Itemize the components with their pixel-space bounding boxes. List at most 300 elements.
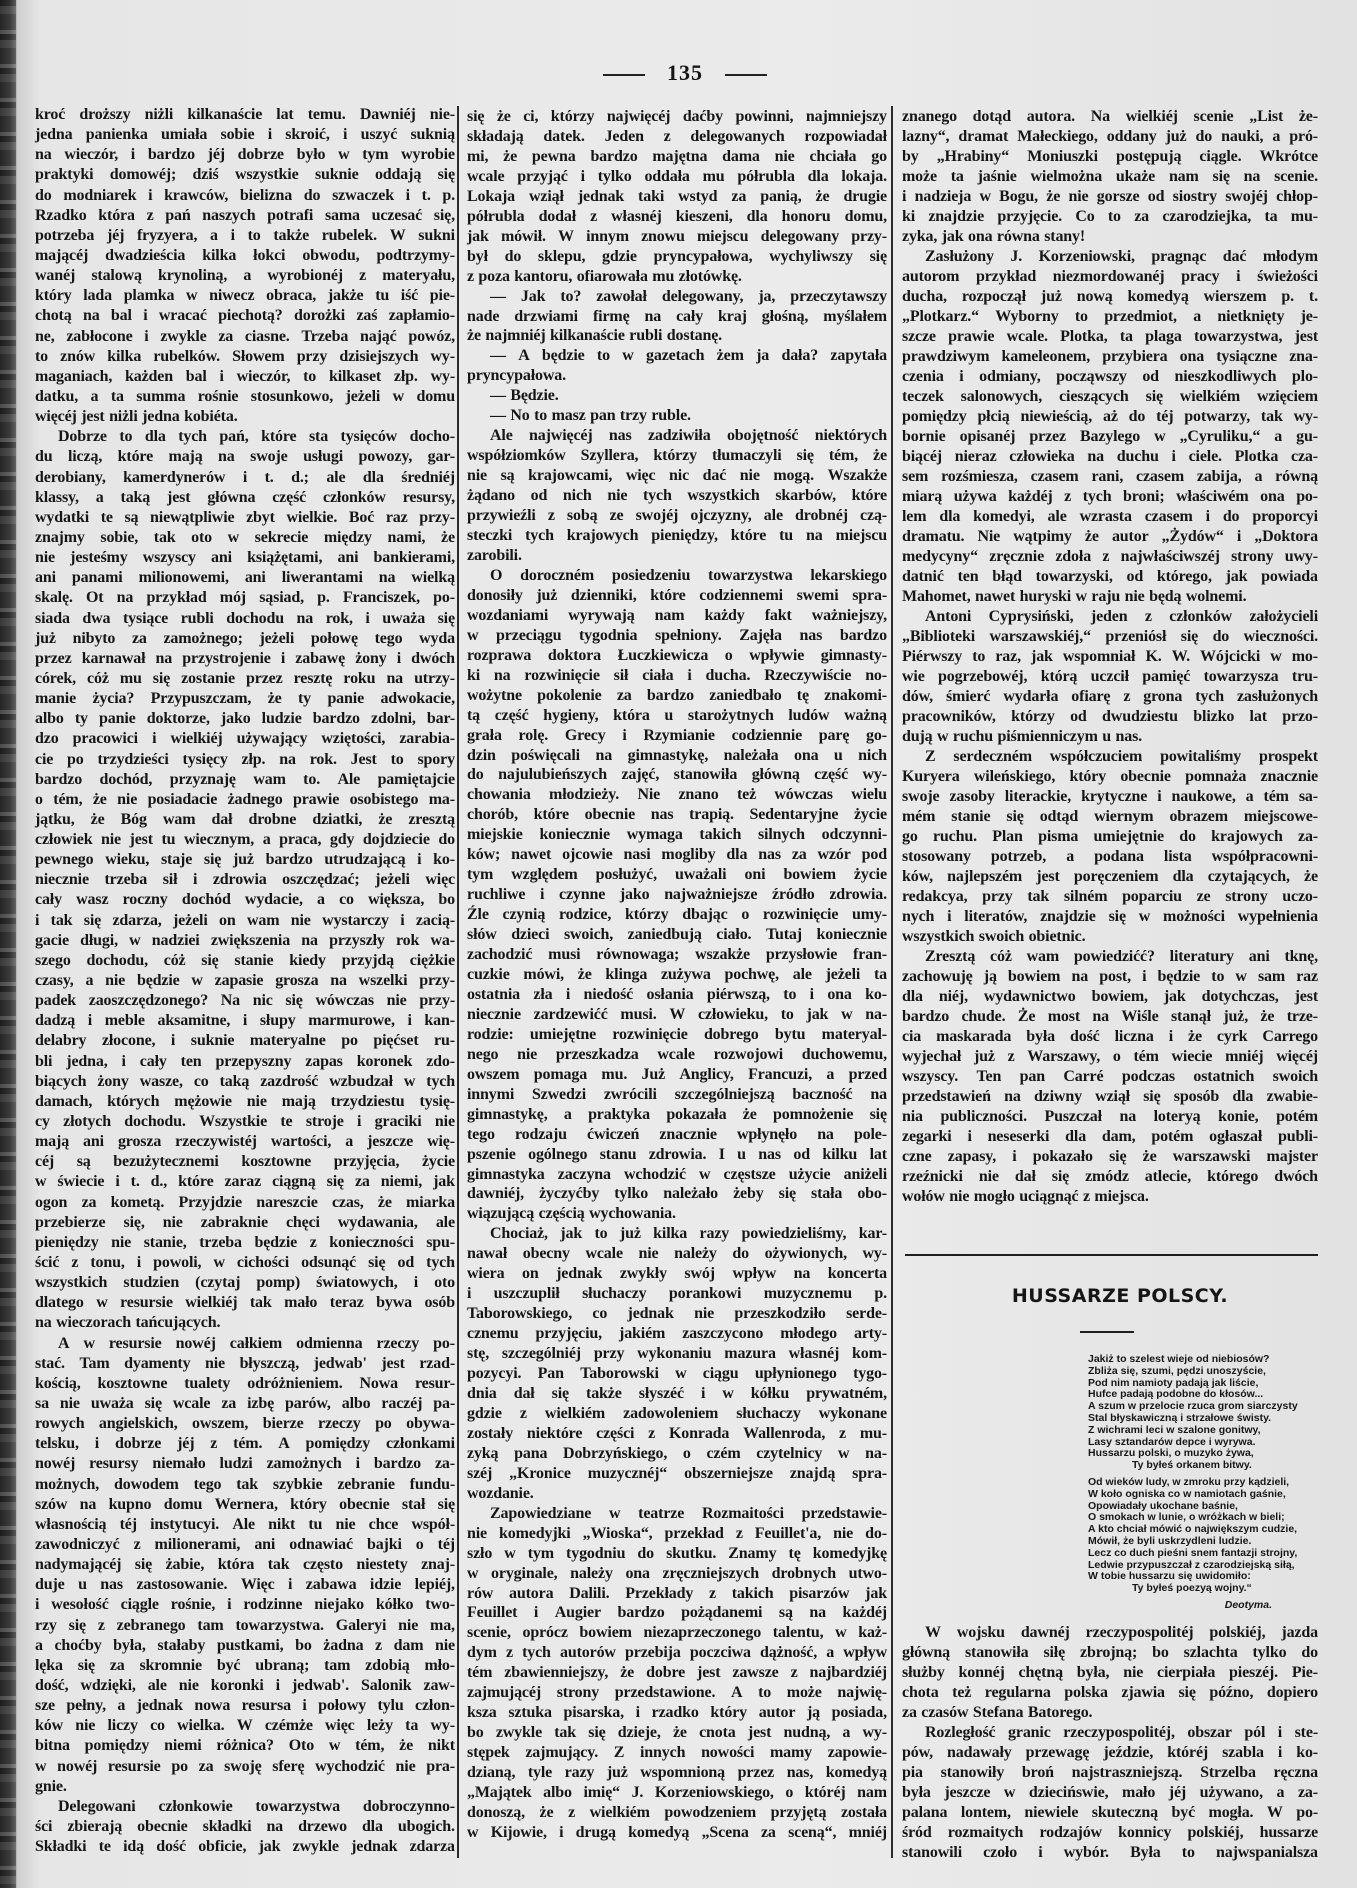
word: osłania: [646, 985, 694, 1003]
word: z: [133, 1535, 141, 1553]
poem-line: O smokach w lunie, o wróżkach w bieli;: [1088, 1511, 1285, 1524]
word: rzeczypospolitéj,: [1063, 1724, 1175, 1741]
word: nie: [205, 1354, 226, 1372]
word: niezmordowanéj: [1052, 268, 1165, 285]
word: chotą: [35, 307, 72, 325]
word: że: [742, 1105, 757, 1123]
word: swemi: [796, 586, 839, 604]
word: dobre: [646, 1664, 686, 1682]
word: innymi: [467, 1085, 515, 1103]
word: kosztowne: [97, 1374, 168, 1392]
word: porankowi: [668, 1285, 742, 1303]
text-line: [35, 186, 455, 206]
word: zjawia: [1121, 1684, 1165, 1701]
word: sama: [324, 206, 360, 224]
word: nych: [902, 908, 935, 925]
word: Jeden: [604, 127, 644, 145]
word: ciele.: [1188, 448, 1222, 465]
word: drzwiami: [514, 307, 578, 325]
word: Wszakże: [827, 467, 887, 485]
word: wydawania,: [337, 1213, 418, 1231]
word: docho-: [409, 428, 455, 446]
word: są: [124, 508, 139, 526]
word: jedwab'.: [291, 1676, 349, 1694]
word: bankierami,: [373, 549, 455, 567]
word: a: [563, 1105, 572, 1123]
word: zdrowia.: [829, 886, 887, 904]
word: przyznaję: [169, 770, 236, 788]
word: siostry: [1172, 188, 1217, 205]
word: i: [1236, 528, 1242, 545]
word: maskarada: [936, 1028, 1012, 1045]
word: w: [186, 287, 198, 305]
word: klassy,: [35, 488, 79, 506]
word: tygodnia: [579, 626, 638, 644]
word: spra-: [852, 586, 887, 604]
word: przy-: [419, 972, 455, 990]
word: ani: [254, 1535, 276, 1553]
word: mało: [284, 1294, 318, 1312]
word: z: [568, 1804, 576, 1822]
word: się: [437, 1495, 455, 1513]
word: czasem: [1136, 468, 1184, 485]
word: jednak: [556, 1265, 603, 1283]
word: raczéj: [381, 1395, 423, 1412]
paragraph: [467, 386, 887, 406]
word: kilka: [653, 1225, 688, 1243]
word: wieczór,: [236, 367, 291, 385]
word: koncerta: [827, 1265, 887, 1283]
word: od: [530, 487, 548, 505]
word: on: [521, 1265, 539, 1283]
word: komedyą: [628, 1823, 690, 1841]
word: zawsze: [732, 1664, 779, 1682]
word: Taborowskiego,: [467, 1305, 573, 1323]
word: staje: [160, 851, 193, 869]
word: zapasy,: [947, 1148, 997, 1165]
word: tylko: [614, 1185, 649, 1203]
paragraph: [467, 346, 887, 386]
word: jeżeli: [375, 871, 410, 889]
word: nie: [694, 1305, 715, 1323]
word: potrafi: [267, 206, 314, 224]
word: delegowany,: [661, 287, 744, 305]
word: i: [227, 1596, 232, 1614]
word: Bóg: [120, 810, 147, 828]
word: znacznie: [659, 1125, 717, 1143]
word: mu: [119, 669, 142, 687]
word: wielkiéj: [1125, 108, 1178, 125]
word: kosztowne: [241, 1153, 312, 1171]
word: zadowoleniem: [623, 1404, 719, 1422]
word: jest: [747, 1724, 772, 1742]
word: ja: [756, 347, 770, 365]
word: ojczyzny,: [690, 507, 752, 525]
word: za: [198, 1757, 214, 1775]
text-line: [902, 1743, 1318, 1763]
word: ja,: [758, 287, 776, 305]
word: jéj: [207, 146, 225, 164]
word: wielka.: [177, 1717, 225, 1735]
word: krajowcami,: [528, 467, 613, 485]
word: téj: [437, 1535, 455, 1553]
text-line: [35, 488, 455, 508]
word: pa-: [433, 1395, 455, 1412]
word: mamy: [769, 1744, 813, 1762]
word: razy: [699, 1225, 730, 1243]
column-divider: [891, 106, 893, 1858]
word: zabawę: [295, 649, 346, 667]
word: i: [365, 609, 370, 627]
word: uwy-: [1284, 548, 1318, 565]
word: Feuillet'a,: [754, 1524, 822, 1542]
word: stanowiła: [673, 766, 738, 784]
word: panami: [71, 569, 123, 587]
word: swój: [684, 1265, 715, 1283]
word: muzycznemu: [763, 1285, 852, 1303]
word: kilku: [822, 1145, 858, 1163]
word: konie,: [1218, 1108, 1259, 1125]
word: Że: [1017, 1008, 1036, 1025]
word: najmniéj: [485, 327, 546, 345]
word: zaniedbują: [627, 926, 702, 944]
word: wymaga: [626, 826, 683, 844]
title-rule: [1080, 1331, 1134, 1333]
word: bielizna: [239, 186, 293, 204]
word: mają: [281, 1092, 316, 1110]
word: Salonik: [360, 1676, 412, 1694]
paragraph: [902, 747, 1318, 947]
word: pró-: [1289, 128, 1318, 145]
word: płcią: [977, 408, 1010, 425]
word: proporcyi: [1252, 508, 1318, 525]
word: rozwojowi: [713, 1045, 784, 1063]
word: równa: [996, 228, 1040, 245]
word: blizko: [1193, 708, 1235, 725]
word: Cyprysiński,: [988, 608, 1074, 625]
word: Wkrótce: [1259, 148, 1318, 165]
word: się: [1108, 908, 1126, 925]
word: lazny“,: [902, 128, 950, 145]
word: z: [97, 1616, 105, 1634]
word: i: [407, 1012, 412, 1030]
word: nie: [59, 1395, 80, 1412]
word: W: [558, 227, 574, 245]
word: Z: [613, 1744, 625, 1762]
text-line: [35, 206, 455, 226]
poem-line: Lasy sztandarów depce i wyrywa.: [1088, 1435, 1256, 1448]
text-line: [35, 528, 455, 548]
word: koronki: [210, 1676, 264, 1694]
word: pracy: [1181, 268, 1220, 285]
word: wam: [1026, 948, 1060, 965]
word: mém: [902, 808, 936, 825]
word: uciągnąć: [1019, 1188, 1079, 1205]
word: kobiéta.: [184, 408, 238, 426]
word: tygo-: [853, 1365, 887, 1383]
word: niéj,: [938, 988, 968, 1005]
word: to: [1074, 308, 1088, 325]
word: Więc: [240, 1576, 275, 1594]
word: jest: [1036, 868, 1060, 885]
word: trzydziestu: [330, 1092, 405, 1110]
word: wielkiém: [544, 1404, 606, 1422]
word: nie: [467, 1524, 487, 1542]
word: rozwinięcie: [524, 666, 600, 684]
word: derobiany,: [35, 468, 106, 486]
poem-refrain: Ty byłeś orkanem bitwy.: [1132, 1459, 1252, 1472]
word: sceną“,: [788, 1823, 837, 1841]
word: że-: [1298, 108, 1318, 125]
poem-line: Ledwie przypuszczał z czarodziejską siłą,: [1088, 1558, 1295, 1571]
word: które: [851, 487, 887, 505]
word: „Scena: [701, 1823, 749, 1841]
word: dla: [362, 468, 384, 486]
word: czą-: [860, 507, 887, 525]
word: mniéj: [848, 1823, 887, 1841]
word: zaś: [356, 307, 378, 325]
word: literatury: [1169, 948, 1234, 965]
word: go-: [866, 726, 887, 744]
page-header: [560, 60, 810, 86]
word: nic: [669, 467, 690, 485]
word: angielskich,: [98, 1415, 178, 1433]
word: zabija,: [1196, 468, 1242, 485]
word: dała?: [781, 347, 819, 365]
word: cie: [35, 750, 54, 768]
word: cy: [35, 1113, 50, 1131]
word: uczcił: [1090, 668, 1129, 685]
word: więcéj: [35, 408, 77, 426]
word: z: [648, 1424, 656, 1442]
text-line: [467, 765, 887, 785]
text-line: [467, 287, 887, 307]
word: wcale.: [1006, 328, 1048, 345]
poem-line: Od wieków ludy, w zmroku przy kądzieli,: [1088, 1475, 1290, 1488]
word: najbardziéj: [809, 1664, 887, 1682]
word: tualety: [184, 1374, 231, 1392]
word: grona: [1143, 688, 1183, 705]
paragraph: [902, 247, 1318, 607]
word: nie: [949, 1188, 970, 1205]
word: tém: [1263, 788, 1289, 805]
word: a: [85, 972, 94, 990]
word: skroić,: [285, 126, 330, 144]
word: wszyscy: [142, 549, 196, 567]
word: pochwę,: [724, 965, 779, 983]
word: szcze: [902, 328, 936, 345]
word: padek: [35, 992, 77, 1010]
word: teraz: [329, 1294, 364, 1312]
word: plo-: [1291, 368, 1318, 385]
word: przystrojenie: [182, 649, 271, 667]
word: pan: [1019, 1068, 1045, 1085]
word: ma-: [428, 790, 455, 808]
word: literackie,: [1004, 788, 1072, 805]
text-line: [902, 107, 1318, 127]
word: i: [288, 1576, 293, 1594]
word: co: [592, 1305, 608, 1323]
word: spra-: [852, 1464, 887, 1482]
text-line: [467, 526, 887, 546]
word: i: [1236, 268, 1241, 285]
word: stanie: [951, 808, 991, 825]
text-line: [467, 1364, 887, 1384]
word: o: [1112, 1048, 1121, 1065]
word: obo-: [857, 1185, 887, 1203]
word: możności: [1163, 908, 1225, 925]
word: tém,: [828, 447, 859, 465]
word: masz: [551, 407, 586, 425]
word: może: [902, 168, 937, 185]
word: zła: [533, 985, 553, 1003]
poem-line: W tobie hussarzu się uwidomiło:: [1088, 1570, 1251, 1583]
word: dobrze: [237, 146, 284, 164]
word: równowaga;: [596, 946, 680, 964]
word: kameleonem,: [1001, 348, 1091, 365]
word: p.: [1281, 288, 1294, 305]
column-3-bottom: [902, 1623, 1318, 1863]
text-line: [902, 747, 1318, 767]
word: mu: [702, 167, 725, 185]
word: Augier: [554, 1604, 601, 1622]
word: na: [806, 527, 823, 545]
word: konnéj: [958, 1664, 1005, 1681]
word: Rzeczywiście: [764, 666, 852, 684]
word: zwabie-: [1266, 1088, 1318, 1105]
word: się: [1145, 388, 1163, 405]
word: w: [403, 1072, 416, 1090]
text-line: [902, 567, 1318, 587]
word: różnica?: [216, 1737, 274, 1755]
word: w: [937, 728, 949, 745]
word: silnych: [757, 826, 805, 844]
word: to: [596, 347, 610, 365]
word: temu.: [307, 106, 346, 123]
word: lat: [276, 106, 294, 123]
word: post,: [1099, 968, 1131, 985]
word: pań,: [219, 428, 249, 446]
text-line: [467, 1224, 887, 1244]
text-line: [902, 547, 1318, 567]
word: przed: [848, 1065, 887, 1083]
word: czémże: [264, 1717, 313, 1735]
word: zajmujący.: [525, 1744, 599, 1762]
text-line: [35, 609, 455, 629]
word: już: [606, 1764, 628, 1782]
word: skalę.: [35, 589, 73, 607]
word: drugie: [843, 187, 887, 205]
word: główną: [902, 1644, 950, 1661]
word: wieku,: [105, 851, 150, 869]
word: wszystkie: [235, 166, 299, 184]
word: z: [1007, 1048, 1015, 1065]
word: ani: [337, 549, 359, 567]
word: doktora: [547, 646, 602, 664]
word: tych: [642, 487, 672, 505]
text-line: [902, 1803, 1318, 1823]
word: wiecie: [1171, 1048, 1213, 1065]
word: wa-: [430, 931, 455, 949]
word: złotych: [63, 1113, 111, 1131]
word: Rzymianie: [643, 726, 715, 744]
word: zamożnych: [266, 1455, 342, 1473]
text-line: [467, 1783, 887, 1803]
word: chorób,: [467, 806, 518, 824]
word: tańcujących.: [135, 1314, 221, 1332]
word: nie: [607, 487, 628, 505]
word: kantoru,: [514, 267, 573, 285]
word: żabie,: [165, 1556, 205, 1574]
text-line: [902, 147, 1318, 167]
word: jest: [381, 1354, 405, 1372]
word: szego: [35, 951, 71, 969]
word: drobnych: [771, 1564, 836, 1582]
word: Ale: [337, 770, 361, 788]
word: A: [278, 1435, 290, 1453]
word: pól: [1244, 1724, 1266, 1741]
word: co: [193, 1072, 209, 1090]
word: Z: [925, 748, 936, 765]
word: Strzelba: [1200, 1764, 1256, 1781]
word: Kuryera: [902, 768, 960, 785]
word: wstyd: [678, 187, 718, 205]
word: plaga: [1145, 328, 1182, 345]
word: półrubla: [467, 207, 525, 225]
text-line: [35, 568, 455, 588]
word: czasem: [1030, 468, 1079, 485]
word: codziennie: [731, 726, 803, 744]
word: pragnąc: [1151, 248, 1207, 265]
word: grosza: [275, 972, 319, 990]
word: pomaga: [533, 1065, 588, 1083]
word: obszerniejsze: [684, 1464, 773, 1482]
word: J.: [1010, 248, 1023, 265]
word: towarzysza: [1203, 668, 1279, 685]
word: zawodniczyć: [35, 1535, 120, 1553]
text-line: [902, 967, 1318, 987]
word: zaszczycono: [682, 1325, 764, 1343]
word: i: [622, 726, 627, 744]
word: dążność,: [760, 1644, 818, 1662]
word: wie: [902, 668, 925, 685]
text-line: [467, 1544, 887, 1564]
word: część: [814, 766, 849, 784]
word: Przekłady: [625, 1584, 694, 1602]
word: kupno: [108, 1495, 152, 1513]
word: a: [1254, 468, 1263, 485]
word: każden: [124, 367, 173, 385]
text-line: [902, 1147, 1318, 1167]
word: serde-: [846, 1305, 887, 1323]
text-line: [467, 446, 887, 466]
word: rzeczy: [318, 1415, 361, 1433]
word: polskiéj,: [1209, 1624, 1266, 1641]
word: i: [700, 1385, 706, 1402]
word: jednak: [351, 1838, 398, 1856]
word: nich: [562, 487, 592, 505]
word: jak: [1031, 648, 1053, 665]
word: jeżeli: [345, 387, 381, 405]
text-line: [35, 1817, 455, 1837]
word: i: [1142, 968, 1147, 985]
text-line: [467, 885, 887, 905]
word: podtrzymy-: [376, 246, 455, 264]
text-line: [467, 1045, 887, 1065]
word: każdéj: [1008, 488, 1053, 505]
word: szów: [35, 1495, 68, 1513]
word: Przypuszczam,: [150, 690, 252, 708]
